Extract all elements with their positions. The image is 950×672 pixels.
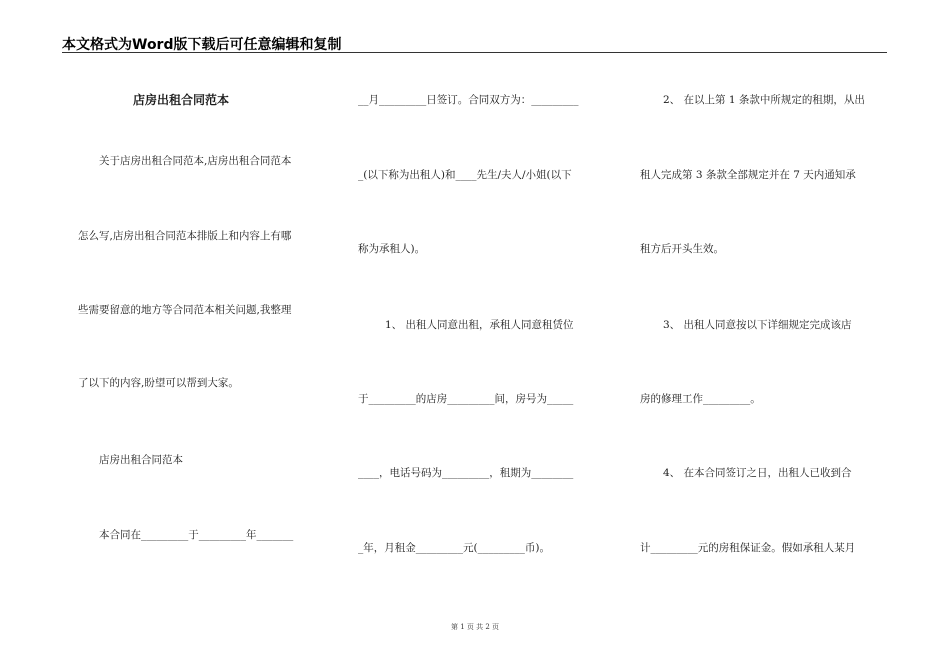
- section-heading: 店房出租合同范本: [99, 454, 183, 466]
- text-line: 房的修理工作_________。: [640, 393, 761, 405]
- text-line: _年，月租金_________元(_________币)。: [358, 542, 550, 554]
- page-number: 第 1 页 共 2 页: [450, 623, 500, 631]
- text-line: 本合同在_________于_________年_______: [99, 529, 294, 541]
- clause-line: 1、 出租人同意出租，承租人同意租赁位: [385, 319, 574, 331]
- clause-line: 2、 在以上第 1 条款中所规定的租期，从出: [663, 94, 865, 106]
- text-line: __月_________日签订。合同双方为：_________: [358, 94, 579, 106]
- document-header: 本文格式为Word版下载后可任意编辑和复制: [62, 37, 342, 53]
- text-line: 称为承租人)。: [358, 243, 426, 255]
- clause-line: 3、 出租人同意按以下详细规定完成该店: [663, 319, 852, 331]
- text-line: _(以下称为出租人)和____先生/夫人/小姐(以下: [358, 169, 572, 181]
- text-line: 些需要留意的地方等合同范本相关问题,我整理: [78, 304, 292, 316]
- text-line: 计_________元的房租保证金。假如承租人某月: [640, 542, 856, 554]
- text-line: 于_________的店房_________间，房号为_____: [358, 393, 574, 405]
- text-line: 了以下的内容,盼望可以帮到大家。: [78, 377, 239, 389]
- text-line: 租方后开头生效。: [640, 243, 724, 255]
- text-line: 怎么写,店房出租合同范本排版上和内容上有哪: [78, 230, 292, 242]
- document-title: 店房出租合同范本: [133, 93, 230, 107]
- clause-line: 4、 在本合同签订之日，出租人已收到合: [663, 467, 852, 479]
- text-line: 租人完成第 3 条款全部规定并在 7 天内通知承: [640, 169, 856, 181]
- header-divider: [62, 52, 887, 53]
- text-line: ____，电话号码为_________，租期为________: [358, 467, 574, 479]
- text-line: 关于店房出租合同范本,店房出租合同范本: [99, 155, 292, 167]
